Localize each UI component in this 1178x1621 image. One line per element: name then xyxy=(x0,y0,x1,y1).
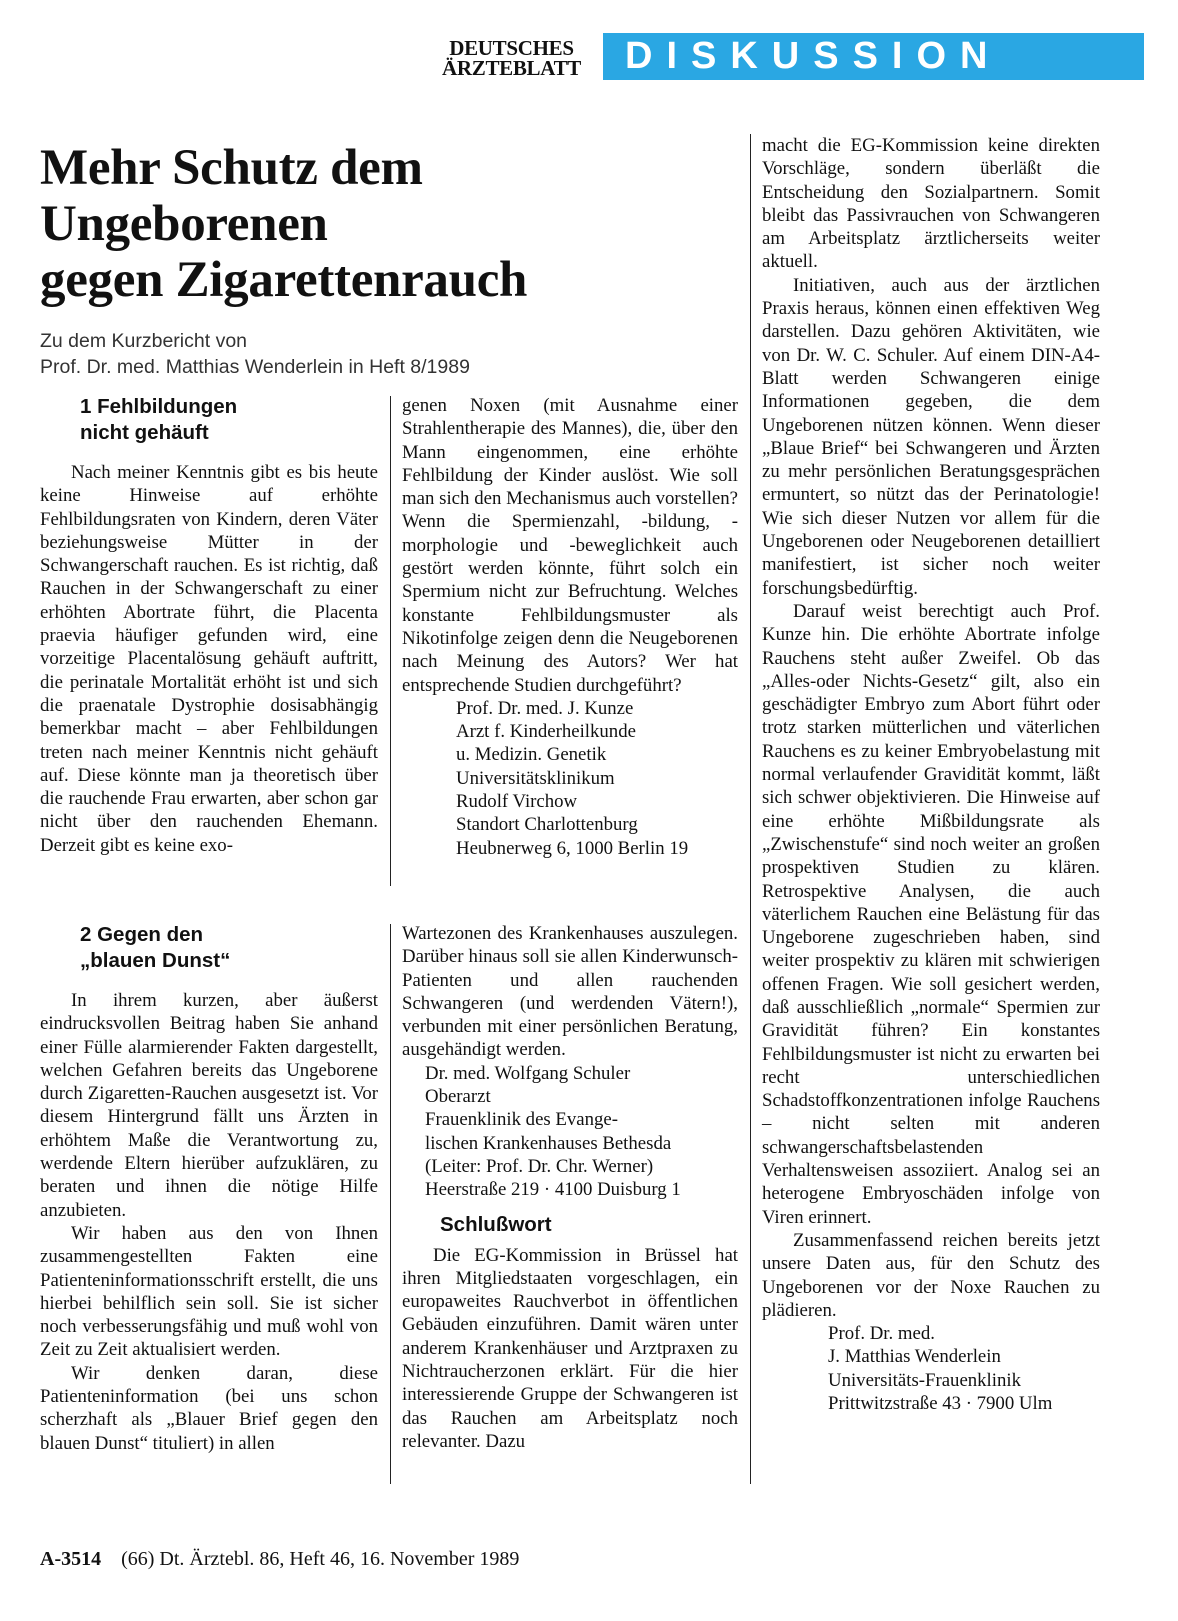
section-badge: DISKUSSION xyxy=(603,33,1144,80)
reply-paragraph1-cont: macht die EG-Kommission keine direkten Vorschläge, sondern überläßt die Entscheidung den Sozialpartnern. Somit bleibt das Passivrauchen von Schwangeren am Arbeitsplatz ärztlicherseits weiter aktuell. xyxy=(762,135,1100,273)
reply-paragraph1: Die EG-Kommission in Brüssel hat ihren Mitgliedstaaten vorgeschlagen, ein europaweites Rauchverbot in öffentlichen Gebäuden einzuführen. Damit wären unter anderem Krankenhäuser und Arztpraxen zu Nichtraucherzonen erklärt. Für die hier interessierende Gruppe der Schwangeren ist das Rauchen am Arbeitsplatz noch relevanter. Dazu xyxy=(402,1244,738,1452)
letter1-heading-line2: nicht gehäuft xyxy=(80,421,209,444)
masthead-line2: ÄRZTEBLATT xyxy=(442,56,581,80)
reply-paragraph4: Zusammenfassend reichen bereits jetzt unsere Daten aus, für den Schutz des Ungeborenen vor der Noxe Rauchen zu plädieren. xyxy=(762,1229,1100,1321)
signature-line: lischen Krankenhauses Bethesda xyxy=(425,1132,672,1154)
column-divider xyxy=(750,134,751,1484)
signature-line: Universitäts-Frauenklinik xyxy=(828,1369,1021,1391)
letter2-signature xyxy=(402,1062,738,1202)
signature-line: (Leiter: Prof. Dr. Chr. Werner) xyxy=(425,1155,654,1177)
signature-line: J. Matthias Wenderlein xyxy=(828,1346,1001,1368)
letter2-paragraph3-cont: Wartezonen des Krankenhauses auszulegen. Darüber hinaus soll sie allen Kinderwunsch-Patienten und allen rauchenden Schwangeren (und werdenden Vätern!), verbunden mit einer persönlichen Beratung, ausgehändigt werden. xyxy=(402,923,738,1061)
signature-line: Heubnerweg 6, 1000 Berlin 19 xyxy=(456,837,689,859)
subtitle-line-1: Zu dem Kurzbericht von xyxy=(40,330,248,352)
signature-line: Arzt f. Kinderheilkunde xyxy=(456,721,636,743)
signature-line: Oberarzt xyxy=(425,1086,491,1108)
reply-paragraph2: Initiativen, auch aus der ärztlichen Praxis heraus, können einen effektiven Weg darstellen. Dazu gehören Aktivitäten, wie von Dr. W. C. Schuler. Auf einem DIN-A4-Blatt werden Schwangeren einige Informationen gegeben, die dem Ungeborenen nützen können. Wenn dieser „Blaue Brief“ bei Schwangeren und Ärzten zu mehr persönlichen Beratungsgesprächen ermuntert, so nützt das der Perinatologie! Wie sich dieser Nutzen vor allem für die Ungeborenen oder Neugeborenen detailliert manifestiert, ist sicher noch weiter forschungsbedürftig. xyxy=(762,274,1100,599)
reply-column3 xyxy=(762,134,1100,1415)
signature-line: Prof. Dr. med. xyxy=(828,1323,935,1345)
reply-paragraph3: Darauf weist berechtigt auch Prof. Kunze hin. Die erhöhte Abortrate infolge Rauchens steht außer Zweifel. Ob das „Alles-oder Nichts-Gesetz“ gilt, also ein geschädigter Embryo zum Abort führt oder trotz starken mütterlichen und väterlichen Rauchens es zu keiner Embryobelastung mit normal verlaufender Gravidität kommt, läßt sich schwer objektivieren. Die Hinweise auf eine erhöhte Mißbildungsrate als „Zwischenstufe“ sind noch weiter an großen prospektiven Studien zu klären. Retrospektive Analysen, die auch väterlichem Rauchen eine Belästung für das Ungeborene zugeschrieben haben, sind weiter prospektiv zu klären mit schwierigen offenen Fragen. Wie soll gesichert werden, daß ausschließlich „normale“ Spermien zur Gravidität führen? Ein konstantes Fehlbildungsmuster ist nicht zu erwarten bei recht unterschiedlichen Schadstoffkonzentrationen infolge Rauchens – nicht selten mit anderen schwangerschaftsbelastenden Verhaltensweisen assoziiert. Analog sei an heterogene Embryoschäden infolge von Viren erinnert. xyxy=(762,600,1100,1228)
letter1-column2 xyxy=(402,394,738,860)
article-title xyxy=(40,140,700,308)
letter2-paragraph2: Wir haben aus den von Ihnen zusammengestellten Fakten eine Patienteninformationsschrift erstellt, die uns hierbei behilflich sein soll. Sie ist sicher noch verbesserungsfähig und muß wohl von Zeit zu Zeit aktualisiert werden. xyxy=(40,1222,378,1361)
masthead-logo xyxy=(425,38,598,78)
signature-line: Dr. med. Wolfgang Schuler xyxy=(425,1062,631,1084)
title-line-2: Ungeborenen xyxy=(40,196,328,252)
letter2-heading-line2: „blauen Dunst“ xyxy=(80,949,231,972)
page-id: A-3514 xyxy=(40,1548,102,1570)
letter2-column1 xyxy=(40,922,378,1455)
letter1-signature xyxy=(402,697,738,860)
letter1-heading-line1: 1 Fehlbildungen xyxy=(80,395,238,418)
letter2-column2 xyxy=(402,922,738,1453)
letter2-paragraph1: In ihrem kurzen, aber äußerst eindrucksvollen Beitrag haben Sie anhand einer Fülle alarmierender Fakten dargestellt, welchen Gefahren bereits das Ungeborene durch Zigaretten-Rauchen ausgesetzt ist. Vor diesem Hintergrund fällt uns Ärzten in erhöhtem Maße die Verantwortung zu, werdende Eltern hierüber aufzuklären, zu beraten und ihnen die nötige Hilfe anzubieten. xyxy=(40,990,378,1221)
issue-citation: (66) Dt. Ärztebl. 86, Heft 46, 16. November 1989 xyxy=(121,1548,520,1570)
signature-line: Heerstraße 219 · 4100 Duisburg 1 xyxy=(425,1179,681,1201)
reply-heading: Schlußwort xyxy=(440,1212,552,1236)
signature-line: Frauenklinik des Evange- xyxy=(425,1109,618,1131)
letter1-paragraph1-cont: genen Noxen (mit Ausnahme einer Strahlentherapie des Mannes), die, über den Mann eingenommen, eine erhöhte Fehlbildung der Kinder auslöst. Wie soll man sich den Mechanismus auch vorstellen? Wenn die Spermienzahl, -bildung, -morphologie und -beweglichkeit auch gestört werden könnte, führt solch ein Spermium nicht zur Befruchtung. Welches konstante Fehlbildungsmuster als Nikotinfolge zeigen denn die Neugeborenen nach Meinung des Autors? Wer hat entsprechende Studien durchgeführt? xyxy=(402,395,738,696)
letter2-paragraph3: Wir denken daran, diese Patienteninformation (bei uns schon scherzhaft als „Blauer Brief gegen den blauen Dunst“ tituliert) in allen xyxy=(40,1362,378,1454)
letter1-paragraph1: Nach meiner Kenntnis gibt es bis heute keine Hinweise auf erhöhte Fehlbildungsraten von Kindern, deren Väter beziehungsweise Mütter in der Schwangerschaft rauchen. Es ist richtig, daß Rauchen in der Schwangerschaft zu einer erhöhten Abortrate führt, die Placenta praevia häufiger gefunden wird, eine vorzeitige Placentalösung gehäuft auftritt, die perinatale Mortalität erhöht ist und sich die praenatale Dystrophie dosisabhängig bemerkbar macht – aber Fehlbildungen treten nach meiner Kenntnis nicht gehäuft auf. Diese könnte man ja theoretisch über die rauchende Frau erwarten, aber schon gar nicht über den rauchenden Ehemann. Derzeit gibt es keine exo- xyxy=(40,462,378,856)
title-line-3: gegen Zigarettenrauch xyxy=(40,252,528,308)
title-line-1: Mehr Schutz dem xyxy=(40,140,423,196)
signature-line: Prof. Dr. med. J. Kunze xyxy=(456,697,634,719)
letter1-heading xyxy=(40,394,378,446)
article-subtitle xyxy=(40,328,700,380)
masthead-line1: DEUTSCHES xyxy=(449,36,574,60)
letter1-column1 xyxy=(40,394,378,857)
letter2-heading xyxy=(40,922,378,974)
letter2-heading-line1: 2 Gegen den xyxy=(80,923,204,946)
column-divider xyxy=(390,396,391,886)
signature-line: Rudolf Virchow xyxy=(456,791,578,813)
reply-signature xyxy=(762,1322,1100,1415)
signature-line: u. Medizin. Genetik xyxy=(456,744,607,766)
subtitle-line-2: Prof. Dr. med. Matthias Wenderlein in Heft 8/1989 xyxy=(40,356,470,378)
page-footer xyxy=(40,1548,519,1571)
signature-line: Standort Charlottenburg xyxy=(456,814,638,836)
column-divider xyxy=(390,924,391,1484)
signature-line: Prittwitzstraße 43 · 7900 Ulm xyxy=(828,1393,1053,1415)
signature-line: Universitätsklinikum xyxy=(456,767,615,789)
